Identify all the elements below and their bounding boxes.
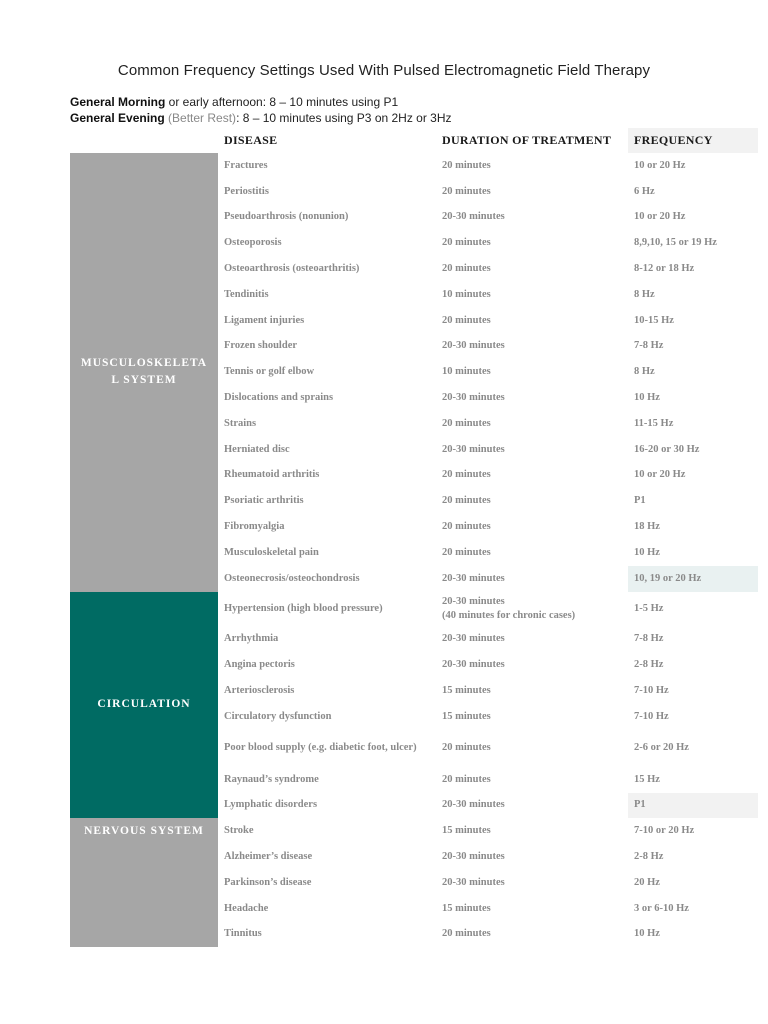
frequency-cell: 16-20 or 30 Hz — [634, 443, 700, 455]
duration-cell: 15 minutes — [442, 685, 491, 697]
note-general-morning — [70, 95, 398, 109]
frequency-cell: 10 or 20 Hz — [634, 211, 686, 223]
disease-cell: Tennis or golf elbow — [224, 366, 315, 378]
duration-cell: 20 minutes — [442, 546, 491, 558]
frequency-cell: 6 Hz — [634, 185, 655, 197]
disease-cell: Dislocations and sprains — [224, 392, 334, 404]
duration-cell: 20-30 minutes — [442, 799, 505, 811]
frequency-cell: 10-15 Hz — [634, 314, 674, 326]
duration-cell: 20 minutes — [442, 773, 491, 785]
disease-cell: Periostitis — [224, 185, 269, 197]
disease-cell: Herniated disc — [224, 443, 290, 455]
disease-cell: Parkinson’s disease — [224, 876, 312, 888]
duration-cell: 10 minutes — [442, 288, 491, 300]
duration-cell: 20 minutes — [442, 237, 491, 249]
frequency-cell: 8 Hz — [634, 366, 655, 378]
category-musculoskeletal — [70, 153, 218, 592]
duration-cell: 20-30 minutes — [442, 392, 505, 404]
category-label: NERVOUS SYSTEM — [84, 825, 204, 838]
disease-cell: Alzheimer’s disease — [224, 851, 313, 863]
duration-cell: 20-30 minutes — [442, 851, 505, 863]
disease-cell: Frozen shoulder — [224, 340, 298, 352]
table-row — [70, 818, 758, 844]
disease-cell: Osteoporosis — [224, 237, 282, 249]
note-morning-text: or early afternoon: 8 – 10 minutes using P1 — [165, 95, 399, 109]
duration-cell: 20 minutes — [442, 417, 491, 429]
disease-cell: Arteriosclerosis — [224, 685, 295, 697]
frequency-cell: 10 or 20 Hz — [634, 469, 686, 481]
category-label-line1: MUSCULOSKELETA — [80, 357, 208, 370]
disease-cell: Stroke — [224, 825, 254, 837]
disease-cell: Raynaud’s syndrome — [224, 773, 319, 785]
duration-cell: 20-30 minutes — [442, 443, 505, 455]
frequency-cell: 8-12 or 18 Hz — [634, 263, 695, 275]
frequency-cell: 2-8 Hz — [634, 851, 664, 863]
disease-cell: Angina pectoris — [224, 659, 295, 671]
frequency-cell: 18 Hz — [634, 521, 660, 533]
disease-cell: Lymphatic disorders — [224, 799, 318, 811]
duration-line: 20-30 minutes — [442, 596, 505, 608]
duration-cell: 15 minutes — [442, 710, 491, 722]
note-evening-rest: (Better Rest) — [164, 111, 237, 125]
frequency-cell: 7-8 Hz — [634, 340, 664, 352]
frequency-cell: 7-8 Hz — [634, 633, 664, 645]
duration-cell: 20 minutes — [442, 928, 491, 940]
header-duration: DURATION OF TREATMENT — [442, 133, 612, 147]
category-nervous-system — [70, 818, 218, 947]
duration-cell: 20-30 minutes — [442, 633, 505, 645]
disease-cell: Circulatory dysfunction — [224, 710, 332, 722]
frequency-cell: 2-8 Hz — [634, 659, 664, 671]
frequency-cell: 8,9,10, 15 or 19 Hz — [634, 237, 717, 249]
duration-cell: 20 minutes — [442, 314, 491, 326]
disease-cell: Fractures — [224, 159, 268, 171]
header-category — [70, 128, 218, 153]
frequency-cell: 20 Hz — [634, 876, 660, 888]
duration-cell: 20 minutes — [442, 185, 491, 197]
frequency-cell: P1 — [634, 495, 646, 507]
table-row — [70, 592, 758, 627]
disease-cell: Pseudoarthrosis (nonunion) — [224, 211, 349, 223]
duration-cell: 20 minutes — [442, 742, 491, 754]
frequency-cell: 2-6 or 20 Hz — [634, 742, 689, 754]
note-evening-label: General Evening — [70, 111, 165, 125]
frequency-cell: 10 Hz — [634, 546, 660, 558]
frequency-cell: 10 or 20 Hz — [634, 159, 686, 171]
frequency-table — [70, 128, 758, 947]
duration-cell: 20 minutes — [442, 469, 491, 481]
note-general-evening — [70, 111, 452, 125]
category-label-line2: L SYSTEM — [111, 374, 177, 387]
frequency-cell: P1 — [628, 793, 758, 819]
duration-cell — [436, 592, 628, 627]
table-row — [70, 153, 758, 179]
page-title: Common Frequency Settings Used With Pulsed Electromagnetic Field Therapy — [117, 62, 651, 79]
duration-cell: 20 minutes — [442, 495, 491, 507]
disease-cell: Osteoarthrosis (osteoarthritis) — [224, 263, 360, 275]
duration-cell: 20 minutes — [442, 263, 491, 275]
disease-cell: Musculoskeletal pain — [224, 546, 319, 558]
duration-cell: 20-30 minutes — [442, 211, 505, 223]
frequency-cell: 1-5 Hz — [634, 603, 664, 615]
frequency-cell: 7-10 Hz — [634, 685, 669, 697]
frequency-cell: 7-10 or 20 Hz — [634, 825, 695, 837]
frequency-cell: 3 or 6-10 Hz — [634, 902, 689, 914]
disease-cell: Osteonecrosis/osteochondrosis — [224, 572, 360, 584]
disease-cell: Tinnitus — [224, 928, 262, 940]
disease-cell: Fibromyalgia — [224, 521, 285, 533]
frequency-cell: 7-10 Hz — [634, 710, 669, 722]
frequency-cell: 15 Hz — [634, 773, 660, 785]
duration-cell: 20 minutes — [442, 159, 491, 171]
frequency-cell: 10 Hz — [634, 928, 660, 940]
duration-cell: 20-30 minutes — [442, 572, 505, 584]
disease-cell: Hypertension (high blood pressure) — [224, 603, 383, 615]
disease-cell: Psoriatic arthritis — [224, 495, 304, 507]
frequency-cell: 11-15 Hz — [634, 417, 674, 429]
header-frequency: FREQUENCY — [628, 128, 758, 153]
duration-cell: 15 minutes — [442, 902, 491, 914]
duration-cell: 20-30 minutes — [442, 876, 505, 888]
disease-cell: Tendinitis — [224, 288, 269, 300]
duration-cell: 20-30 minutes — [442, 659, 505, 671]
duration-cell: 10 minutes — [442, 366, 491, 378]
duration-note: (40 minutes for chronic cases) — [442, 610, 576, 622]
duration-cell: 20 minutes — [442, 521, 491, 533]
category-circulation: CIRCULATION — [70, 592, 218, 819]
disease-cell: Poor blood supply (e.g. diabetic foot, ulcer) — [224, 742, 417, 754]
header-disease: DISEASE — [224, 133, 278, 147]
frequency-cell: 8 Hz — [634, 288, 655, 300]
note-morning-label: General Morning — [70, 95, 166, 109]
disease-cell: Strains — [224, 417, 257, 429]
frequency-cell: 10, 19 or 20 Hz — [628, 566, 758, 592]
disease-cell: Headache — [224, 902, 269, 914]
note-evening-text: : 8 – 10 minutes using P3 on 2Hz or 3Hz — [236, 111, 452, 125]
disease-cell: Arrhythmia — [224, 633, 279, 645]
frequency-cell: 10 Hz — [634, 392, 660, 404]
duration-cell: 20-30 minutes — [442, 340, 505, 352]
disease-cell: Rheumatoid arthritis — [224, 469, 320, 481]
disease-cell: Ligament injuries — [224, 314, 305, 326]
duration-cell: 15 minutes — [442, 825, 491, 837]
table-header-row — [70, 128, 758, 153]
